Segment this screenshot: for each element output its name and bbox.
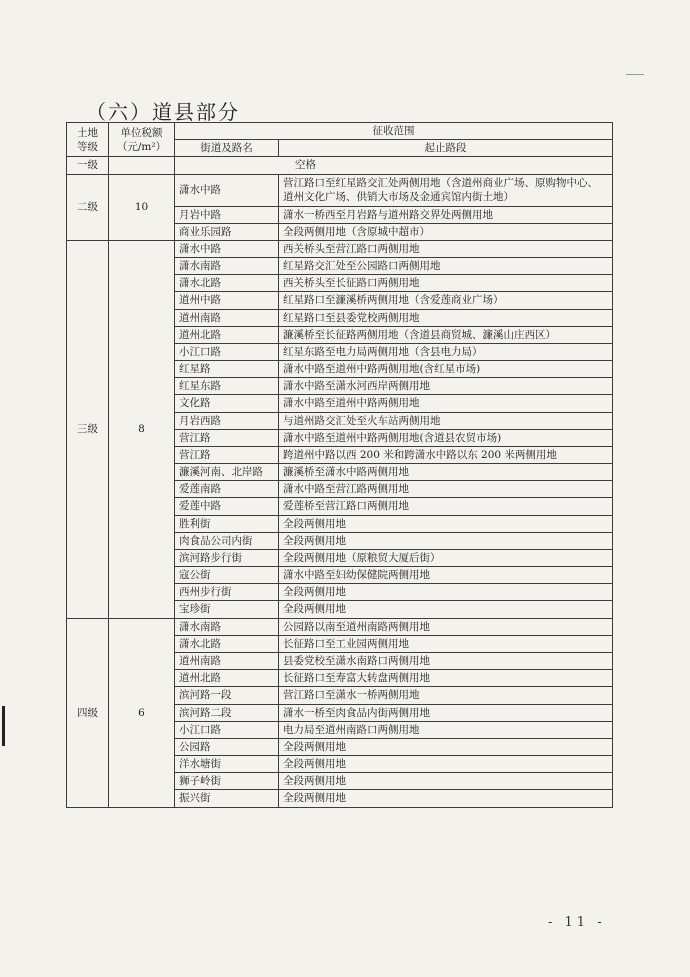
street-cell: 爱莲南路 (175, 481, 279, 498)
street-cell: 滨河路一段 (175, 687, 279, 704)
range-cell: 红星路交汇处至公园路口两侧用地 (279, 258, 613, 275)
street-cell: 道州北路 (175, 326, 279, 343)
range-cell: 跨道州中路以西 200 米和跨潇水中路以东 200 米两侧用地 (279, 446, 613, 463)
table-row (67, 157, 613, 174)
range-cell: 爱莲桥至营江路口两侧用地 (279, 498, 613, 515)
street-cell: 潇水中路 (175, 174, 279, 206)
street-cell: 红星路 (175, 361, 279, 378)
header-land-grade: 土地 等级 (67, 123, 109, 157)
street-cell: 营江路 (175, 446, 279, 463)
grade-cell: 二级 (67, 174, 109, 240)
header-unit-tax: 单位税额 （元/m²） (109, 123, 175, 157)
table-row (67, 240, 613, 257)
street-cell: 小江口路 (175, 343, 279, 360)
grade-cell: 四级 (67, 618, 109, 807)
range-cell: 全段两侧用地 (279, 601, 613, 618)
street-cell: 胜利街 (175, 515, 279, 532)
street-cell: 道州中路 (175, 292, 279, 309)
street-cell: 潇水中路 (175, 240, 279, 257)
range-cell: 全段两侧用地 (279, 756, 613, 773)
street-cell: 寇公街 (175, 567, 279, 584)
street-cell: 潇水南路 (175, 618, 279, 635)
header-collection-scope: 征收范围 (175, 123, 613, 140)
range-cell: 潇水一桥西至月岩路与道州路交界处两侧用地 (279, 206, 613, 223)
range-cell: 西关桥头至营江路口两侧用地 (279, 240, 613, 257)
range-cell: 红星路口至濂溪桥两侧用地（含爱莲商业广场） (279, 292, 613, 309)
street-cell: 商业乐园路 (175, 223, 279, 240)
range-cell: 电力局至道州南路口两侧用地 (279, 721, 613, 738)
range-cell: 公园路以南至道州南路两侧用地 (279, 618, 613, 635)
grade-cell: 一级 (67, 157, 109, 174)
street-cell: 振兴街 (175, 790, 279, 807)
range-cell: 潇水中路至潇水河西岸两侧用地 (279, 378, 613, 395)
street-cell: 爱莲中路 (175, 498, 279, 515)
range-cell: 县委党校至潇水南路口两侧用地 (279, 652, 613, 669)
range-cell: 营江路口至潇水一桥两侧用地 (279, 687, 613, 704)
empty-note-cell: 空格 (175, 157, 613, 174)
street-cell: 小江口路 (175, 721, 279, 738)
unit-tax-cell: 8 (109, 240, 175, 618)
street-cell: 肉食品公司内街 (175, 532, 279, 549)
section-title: （六）道县部分 (86, 100, 240, 124)
range-cell: 潇水中路至道州中路两侧用地 (279, 395, 613, 412)
range-cell: 全段两侧用地（原粮贸大厦后街） (279, 549, 613, 566)
range-cell: 潇水中路至营江路两侧用地 (279, 481, 613, 498)
street-cell: 文化路 (175, 395, 279, 412)
header-range: 起止路段 (279, 140, 613, 157)
range-cell: 全段两侧用地 (279, 532, 613, 549)
street-cell: 潇水南路 (175, 258, 279, 275)
range-cell: 濂溪桥至潇水中路两侧用地 (279, 464, 613, 481)
grade-cell: 三级 (67, 240, 109, 618)
street-cell: 狮子岭街 (175, 773, 279, 790)
table-row (67, 174, 613, 206)
unit-tax-cell: 6 (109, 618, 175, 807)
unit-tax-cell (109, 157, 175, 174)
range-cell: 全段两侧用地（含原城中超市） (279, 223, 613, 240)
range-cell: 长征路口至工业园两侧用地 (279, 635, 613, 652)
range-cell: 全段两侧用地 (279, 773, 613, 790)
street-cell: 滨河路步行街 (175, 549, 279, 566)
range-cell: 潇水一桥至肉食品内街两侧用地 (279, 704, 613, 721)
range-cell: 潇水中路至妇幼保健院两侧用地 (279, 567, 613, 584)
street-cell: 滨河路二段 (175, 704, 279, 721)
street-cell: 道州南路 (175, 652, 279, 669)
range-cell: 与道州路交汇处至火车站两侧用地 (279, 412, 613, 429)
range-cell: 全段两侧用地 (279, 515, 613, 532)
tax-range-table (66, 122, 613, 808)
range-cell: 红星东路至电力局两侧用地（含县电力局） (279, 343, 613, 360)
street-cell: 潇水北路 (175, 275, 279, 292)
range-cell: 濂溪桥至长征路两侧用地（含道县商贸城、濂溪山庄西区） (279, 326, 613, 343)
range-cell: 全段两侧用地 (279, 584, 613, 601)
street-cell: 濂溪河南、北岸路 (175, 464, 279, 481)
street-cell: 道州南路 (175, 309, 279, 326)
street-cell: 月岩西路 (175, 412, 279, 429)
range-cell: 西关桥头至长征路口两侧用地 (279, 275, 613, 292)
street-cell: 道州北路 (175, 670, 279, 687)
street-cell: 西州步行街 (175, 584, 279, 601)
scan-mark (626, 74, 644, 75)
range-cell: 长征路口至寿富大转盘两侧用地 (279, 670, 613, 687)
street-cell: 月岩中路 (175, 206, 279, 223)
range-cell: 全段两侧用地 (279, 790, 613, 807)
street-cell: 潇水北路 (175, 635, 279, 652)
street-cell: 洋水塘街 (175, 756, 279, 773)
unit-tax-cell: 10 (109, 174, 175, 240)
range-cell: 红星路口至县委党校两侧用地 (279, 309, 613, 326)
range-cell: 潇水中路至道州中路两侧用地(含道县农贸市场) (279, 429, 613, 446)
table-row (67, 618, 613, 635)
range-cell: 全段两侧用地 (279, 738, 613, 755)
binding-mark (2, 706, 5, 746)
range-cell: 潇水中路至道州中路两侧用地(含红星市场) (279, 361, 613, 378)
page-number: - 11 - (548, 915, 606, 930)
street-cell: 公园路 (175, 738, 279, 755)
header-street: 街道及路名 (175, 140, 279, 157)
street-cell: 营江路 (175, 429, 279, 446)
range-cell: 营江路口至红星路交汇处两侧用地（含道州商业广场、原购物中心、道州文化广场、供销大市场及金通宾馆内街土地） (279, 174, 613, 206)
street-cell: 红星东路 (175, 378, 279, 395)
street-cell: 宝珍街 (175, 601, 279, 618)
